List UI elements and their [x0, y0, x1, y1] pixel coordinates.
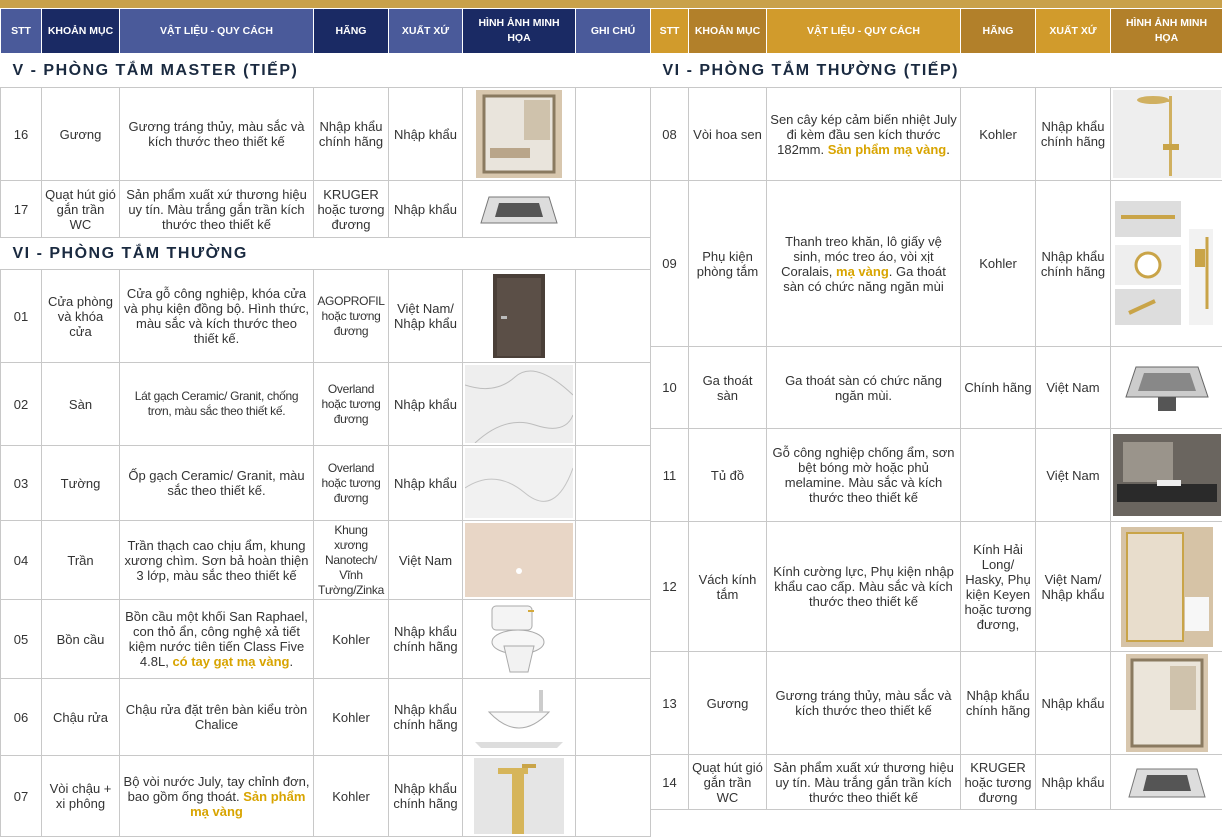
basin-image [469, 682, 569, 752]
row-origin: Nhập khẩu chính hãng [389, 756, 463, 837]
section-row [651, 54, 1222, 88]
marble-wall-image [465, 448, 573, 518]
spec-highlight: Sản phẩm mạ vàng [190, 789, 305, 819]
row-item: Cửa phòng và khóa cửa [42, 270, 120, 363]
table-row [1, 363, 651, 446]
spec-end: . [289, 654, 293, 669]
row-image [1111, 429, 1222, 522]
row-spec [767, 181, 961, 347]
row-brand: Kohler [961, 88, 1036, 181]
row-spec: Ga thoát sàn có chức năng ngăn mùi. [767, 347, 961, 429]
row-stt: 02 [1, 363, 42, 446]
spec-highlight: Sản phẩm mạ vàng [828, 142, 946, 157]
table-row [1, 521, 651, 600]
row-note [576, 181, 651, 238]
row-note [576, 521, 651, 600]
row-stt: 09 [651, 181, 689, 347]
table-row [651, 652, 1222, 755]
row-spec: Lát gạch Ceramic/ Granit, chống trơn, màu sắc theo thiết kế. [120, 363, 314, 446]
table-row [1, 270, 651, 363]
row-image [463, 270, 576, 363]
mirror-image [476, 90, 562, 178]
door-image [489, 272, 549, 360]
table-row [651, 88, 1222, 181]
row-stt: 16 [1, 88, 42, 181]
table-row [651, 181, 1222, 347]
row-stt: 06 [1, 679, 42, 756]
row-image [463, 446, 576, 521]
row-stt: 14 [651, 755, 689, 810]
row-image [1111, 181, 1222, 347]
row-item: Quạt hút gió gắn trần WC [42, 181, 120, 238]
row-stt: 11 [651, 429, 689, 522]
row-image [1111, 652, 1222, 755]
left-header-row [1, 9, 651, 54]
col-header-image: HÌNH ẢNH MINH HỌA [1111, 9, 1222, 54]
row-stt: 10 [651, 347, 689, 429]
row-spec: Sản phẩm xuất xứ thương hiệu uy tín. Màu trắng gắn trần kích thước theo thiết kế [767, 755, 961, 810]
spec-text: Bồn cầu một khối San Raphael, con thỏ ẩn, công nghệ xả tiết kiệm nước tiên tiến Class Five 4.8L, [125, 609, 308, 669]
table-row [1, 679, 651, 756]
row-note [576, 679, 651, 756]
row-origin: Nhập khẩu [1036, 755, 1111, 810]
spec-end: . Ga thoát sàn có chức năng ngăn mùi [783, 264, 946, 294]
spec-highlight: có tay gạt mạ vàng [172, 654, 289, 669]
right-header-row [651, 9, 1222, 54]
row-origin: Nhập khẩu [389, 88, 463, 181]
row-image [463, 363, 576, 446]
ceiling-image [465, 523, 573, 597]
row-item: Ga thoát sàn [689, 347, 767, 429]
row-brand: Khung xương Nanotech/ Vĩnh Tường/Zinka [314, 521, 389, 600]
row-spec: Gương tráng thủy, màu sắc và kích thước theo thiết kế [120, 88, 314, 181]
row-item: Vòi hoa sen [689, 88, 767, 181]
row-stt: 05 [1, 600, 42, 679]
row-spec [767, 88, 961, 181]
col-header-item: KHOẢN MỤC [42, 9, 120, 54]
section-title: V - PHÒNG TẮM MASTER (TIẾP) [1, 54, 651, 88]
section-title: VI - PHÒNG TẮM THƯỜNG (TIẾP) [651, 54, 1222, 88]
row-spec: Sản phẩm xuất xứ thương hiệu uy tín. Màu trắng gắn trần kích thước theo thiết kế [120, 181, 314, 238]
row-origin: Việt Nam [389, 521, 463, 600]
row-stt: 12 [651, 522, 689, 652]
row-origin: Nhập khẩu [1036, 652, 1111, 755]
faucet-image [474, 758, 564, 834]
row-origin: Nhập khẩu chính hãng [1036, 88, 1111, 181]
row-brand: AGOPROFIL hoặc tương đương [314, 270, 389, 363]
exhaust-fan-image [1125, 757, 1209, 807]
table-row [1, 88, 651, 181]
row-origin: Nhập khẩu [389, 363, 463, 446]
row-item: Vách kính tắm [689, 522, 767, 652]
row-brand: KRUGER hoặc tương đương [961, 755, 1036, 810]
spec-text: Bộ vòi nước July, tay chỉnh đơn, bao gồm ống thoát. [124, 774, 310, 804]
row-brand: KRUGER hoặc tương đương [314, 181, 389, 238]
row-origin: Nhập khẩu chính hãng [1036, 181, 1111, 347]
row-spec: Trần thạch cao chịu ẩm, khung xương chìm. Sơn bả hoàn thiện 3 lớp, màu sắc theo thiết kế [120, 521, 314, 600]
row-origin: Nhập khẩu [389, 181, 463, 238]
row-brand: Overland hoặc tương đương [314, 363, 389, 446]
row-image [463, 756, 576, 837]
table-row [1, 600, 651, 679]
bath-accessories-image [1115, 189, 1219, 339]
right-spec-table [650, 8, 1222, 810]
toilet-image [484, 602, 554, 676]
row-stt: 17 [1, 181, 42, 238]
row-brand: Kohler [314, 756, 389, 837]
shower-glass-image [1121, 527, 1213, 647]
row-brand: Nhập khẩu chính hãng [314, 88, 389, 181]
marble-floor-image [465, 365, 573, 443]
row-brand [961, 429, 1036, 522]
row-image [463, 600, 576, 679]
row-brand: Kohler [961, 181, 1036, 347]
row-stt: 08 [651, 88, 689, 181]
col-header-spec: VẬT LIỆU - QUY CÁCH [120, 9, 314, 54]
section-title: VI - PHÒNG TẮM THƯỜNG [1, 238, 651, 270]
col-header-brand: HÃNG [314, 9, 389, 54]
row-item: Gương [689, 652, 767, 755]
row-brand: Nhập khẩu chính hãng [961, 652, 1036, 755]
row-image [1111, 88, 1222, 181]
row-origin: Nhập khẩu [389, 446, 463, 521]
table-row [651, 755, 1222, 810]
col-header-stt: STT [651, 9, 689, 54]
shower-image [1113, 90, 1221, 178]
col-header-spec: VẬT LIỆU - QUY CÁCH [767, 9, 961, 54]
row-image [1111, 522, 1222, 652]
row-spec: Gương tráng thủy, màu sắc và kích thước theo thiết kế [767, 652, 961, 755]
row-spec [120, 600, 314, 679]
row-spec: Gỗ công nghiệp chống ẩm, sơn bệt bóng mờ hoặc phủ melamine. Màu sắc và kích thước theo thiết kế [767, 429, 961, 522]
row-brand: Chính hãng [961, 347, 1036, 429]
row-brand: Overland hoặc tương đương [314, 446, 389, 521]
row-image [1111, 755, 1222, 810]
row-item: Sàn [42, 363, 120, 446]
table-row [1, 181, 651, 238]
row-stt: 07 [1, 756, 42, 837]
spec-text: Sen cây kép cảm biến nhiệt July đi kèm đầu sen kích thước 182mm. [770, 112, 956, 157]
row-item: Vòi chậu + xi phông [42, 756, 120, 837]
spec-end: . [946, 142, 950, 157]
row-note [576, 363, 651, 446]
col-header-item: KHOẢN MỤC [689, 9, 767, 54]
section-row [1, 238, 651, 270]
row-spec: Chậu rửa đặt trên bàn kiểu tròn Chalice [120, 679, 314, 756]
table-row [651, 429, 1222, 522]
row-item: Chậu rửa [42, 679, 120, 756]
table-row [651, 522, 1222, 652]
row-item: Gương [42, 88, 120, 181]
row-origin: Việt Nam [1036, 429, 1111, 522]
row-image [1111, 347, 1222, 429]
table-row [651, 347, 1222, 429]
row-item: Phụ kiện phòng tắm [689, 181, 767, 347]
spec-highlight: mạ vàng [836, 264, 889, 279]
table-row [1, 446, 651, 521]
row-note [576, 88, 651, 181]
col-header-origin: XUẤT XỨ [389, 9, 463, 54]
row-item: Tủ đồ [689, 429, 767, 522]
row-origin: Việt Nam/ Nhập khẩu [1036, 522, 1111, 652]
col-header-stt: STT [1, 9, 42, 54]
row-item: Quạt hút gió gắn trần WC [689, 755, 767, 810]
row-spec: Ốp gạch Ceramic/ Granit, màu sắc theo thiết kế. [120, 446, 314, 521]
row-image [463, 181, 576, 238]
col-header-origin: XUẤT XỨ [1036, 9, 1111, 54]
col-header-brand: HÃNG [961, 9, 1036, 54]
row-image [463, 521, 576, 600]
left-spec-table [0, 8, 651, 837]
row-origin: Nhập khẩu chính hãng [389, 679, 463, 756]
row-item: Tường [42, 446, 120, 521]
row-spec [120, 756, 314, 837]
floor-drain-image [1122, 353, 1212, 423]
vanity-cabinet-image [1113, 434, 1221, 516]
row-stt: 03 [1, 446, 42, 521]
row-note [576, 756, 651, 837]
row-brand: Kính Hải Long/ Hasky, Phụ kiện Keyen hoặc tương đương, [961, 522, 1036, 652]
exhaust-fan-image [479, 187, 559, 231]
row-brand: Kohler [314, 679, 389, 756]
table-row [1, 756, 651, 837]
row-stt: 13 [651, 652, 689, 755]
section-row [1, 54, 651, 88]
row-note [576, 446, 651, 521]
row-image [463, 88, 576, 181]
row-item: Trần [42, 521, 120, 600]
row-spec: Cửa gỗ công nghiệp, khóa cửa và phụ kiện đồng bộ. Hình thức, màu sắc và kích thước theo thiết kế. [120, 270, 314, 363]
mirror-image [1126, 654, 1208, 752]
row-note [576, 270, 651, 363]
row-image [463, 679, 576, 756]
row-item: Bồn cầu [42, 600, 120, 679]
row-origin: Nhập khẩu chính hãng [389, 600, 463, 679]
col-header-note: GHI CHÚ [576, 9, 651, 54]
row-spec: Kính cường lực, Phụ kiện nhập khẩu cao cấp. Màu sắc và kích thước theo thiết kế [767, 522, 961, 652]
row-origin: Việt Nam [1036, 347, 1111, 429]
row-brand: Kohler [314, 600, 389, 679]
spec-text: Thanh treo khăn, lô giấy vệ sinh, móc treo áo, vòi xịt Coralais, [781, 234, 942, 279]
top-accent-bar [0, 0, 1222, 8]
row-note [576, 600, 651, 679]
row-stt: 01 [1, 270, 42, 363]
col-header-image: HÌNH ẢNH MINH HỌA [463, 9, 576, 54]
row-stt: 04 [1, 521, 42, 600]
row-origin: Việt Nam/ Nhập khẩu [389, 270, 463, 363]
